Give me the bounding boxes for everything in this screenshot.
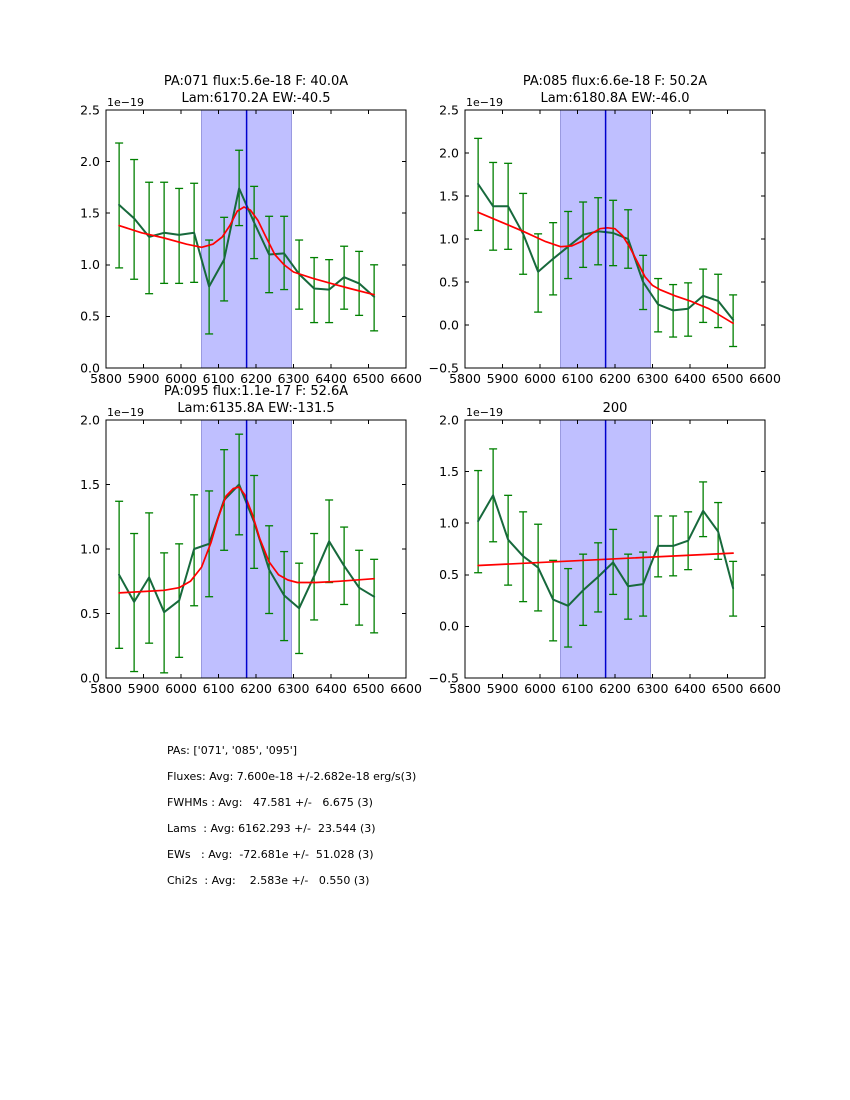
x-tick-label: 6100 xyxy=(202,371,235,386)
y-tick-label: 2.0 xyxy=(80,153,100,169)
x-tick-label: 6400 xyxy=(315,371,347,386)
chart-title: Lam:6170.2A EW:-40.5 xyxy=(181,91,331,106)
x-tick-label: 5900 xyxy=(127,681,160,696)
error-bar xyxy=(175,188,183,283)
x-tick-label: 6000 xyxy=(165,371,197,386)
subplot-pa085 xyxy=(425,66,785,406)
x-tick-label: 6100 xyxy=(561,371,594,386)
y-tick-label: 0.0 xyxy=(439,317,459,333)
y-tick-label: 1.0 xyxy=(439,231,459,247)
error-bar xyxy=(145,182,153,293)
y-tick-label: 0.0 xyxy=(439,618,459,634)
subplot-pa071 xyxy=(66,66,426,406)
axis-offset-label: 1e−19 xyxy=(107,96,144,109)
y-tick-label: 0.5 xyxy=(439,274,459,290)
x-tick-label: 6600 xyxy=(390,371,422,386)
x-tick-label: 6300 xyxy=(636,371,669,386)
x-tick-label: 6500 xyxy=(711,681,744,696)
subplot-200 xyxy=(425,376,785,716)
x-tick-label: 6100 xyxy=(202,681,235,696)
x-tick-label: 6000 xyxy=(524,371,556,386)
error-bar xyxy=(370,265,378,331)
axis-offset-label: 1e−19 xyxy=(466,96,503,109)
y-tick-label: 0.5 xyxy=(80,308,100,324)
chart-title: 200 xyxy=(602,401,628,416)
y-tick-label: 0.5 xyxy=(80,605,100,621)
y-tick-label: 1.0 xyxy=(439,515,459,531)
x-tick-label: 6200 xyxy=(599,681,631,696)
chart-title: PA:095 flux:1.1e-17 F: 52.6A xyxy=(163,384,349,399)
y-tick-label: 1.0 xyxy=(80,541,100,557)
axis-offset-label: 1e−19 xyxy=(466,406,503,419)
y-tick-label: 0.5 xyxy=(439,567,459,583)
y-tick-label: 0.0 xyxy=(80,360,100,376)
y-tick-label: 1.0 xyxy=(80,257,100,273)
x-tick-label: 6400 xyxy=(674,681,706,696)
error-bar xyxy=(325,260,333,323)
x-tick-label: 5800 xyxy=(449,681,481,696)
summary-line-pas: PAs: ['071', '085', '095'] xyxy=(167,744,298,757)
x-tick-label: 5800 xyxy=(449,371,481,386)
axis-offset-label: 1e−19 xyxy=(107,406,144,419)
x-tick-label: 6300 xyxy=(277,681,310,696)
x-tick-label: 6500 xyxy=(352,371,385,386)
y-tick-label: −0.5 xyxy=(428,670,459,686)
summary-line-lams: Lams : Avg: 6162.293 +/- 23.544 (3) xyxy=(167,822,376,835)
x-tick-label: 6000 xyxy=(524,681,556,696)
x-tick-label: 5900 xyxy=(127,371,160,386)
x-tick-label: 5800 xyxy=(90,681,122,696)
y-tick-label: 2.5 xyxy=(80,102,100,118)
x-tick-label: 6200 xyxy=(599,371,631,386)
chart-title: Lam:6135.8A EW:-131.5 xyxy=(177,401,335,416)
x-tick-label: 6200 xyxy=(240,371,272,386)
x-tick-label: 6100 xyxy=(561,681,594,696)
y-tick-label: −0.5 xyxy=(428,360,459,376)
x-tick-label: 6600 xyxy=(749,681,781,696)
y-tick-label: 1.5 xyxy=(439,463,459,479)
y-tick-label: 0.0 xyxy=(80,670,100,686)
chart-title: Lam:6180.8A EW:-46.0 xyxy=(540,91,690,106)
y-tick-label: 1.5 xyxy=(80,205,100,221)
x-tick-label: 5900 xyxy=(486,681,519,696)
subplot-pa095 xyxy=(66,376,426,716)
y-tick-label: 2.0 xyxy=(439,412,459,428)
summary-block xyxy=(167,738,416,894)
x-tick-label: 6300 xyxy=(277,371,310,386)
x-tick-label: 6600 xyxy=(390,681,422,696)
x-tick-label: 6600 xyxy=(749,371,781,386)
x-tick-label: 5900 xyxy=(486,371,519,386)
x-tick-label: 6000 xyxy=(165,681,197,696)
summary-line-fwhms: FWHMs : Avg: 47.581 +/- 6.675 (3) xyxy=(167,796,373,809)
x-tick-label: 6300 xyxy=(636,681,669,696)
x-tick-label: 6500 xyxy=(352,681,385,696)
y-tick-label: 2.0 xyxy=(80,412,100,428)
chart-title: PA:085 flux:6.6e-18 F: 50.2A xyxy=(522,74,708,89)
summary-line-ews: EWs : Avg: -72.681e +/- 51.028 (3) xyxy=(167,848,374,861)
error-bar xyxy=(699,482,707,537)
x-tick-label: 6500 xyxy=(711,371,744,386)
summary-line-chi2s: Chi2s : Avg: 2.583e +/- 0.550 (3) xyxy=(167,874,370,887)
y-tick-label: 2.5 xyxy=(439,102,459,118)
chart-title: PA:071 flux:5.6e-18 F: 40.0A xyxy=(163,74,349,89)
error-bar xyxy=(310,258,318,323)
x-tick-label: 5800 xyxy=(90,371,122,386)
y-tick-label: 1.5 xyxy=(439,188,459,204)
summary-line-fluxes: Fluxes: Avg: 7.600e-18 +/-2.682e-18 erg/s(3) xyxy=(167,770,417,783)
x-tick-label: 6200 xyxy=(240,681,272,696)
x-tick-label: 6400 xyxy=(674,371,706,386)
y-tick-label: 1.5 xyxy=(80,476,100,492)
error-bar xyxy=(534,234,542,312)
x-tick-label: 6400 xyxy=(315,681,347,696)
y-tick-label: 2.0 xyxy=(439,145,459,161)
